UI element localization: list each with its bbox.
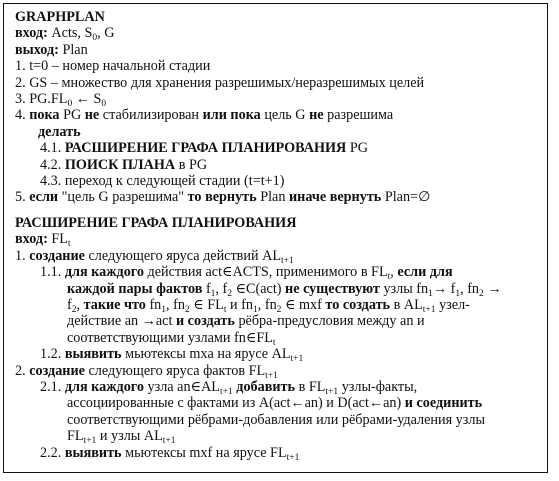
expansion-step-2-1-line-4: $FL_{t+1}$ и узлы $AL_{t+1}$: [67, 428, 176, 447]
expansion-step-2-1-line-1: 2.1. для каждого узла $an\in AL_{t+1}$ добавить в $FL_{t+1}$ узлы-факты,: [40, 378, 418, 397]
expansion-step-1-1-line-2: каждой пары фактов $f_1$, $f_2$ ∈C(act) не существуют узлы $fn_1\to f_1$, $fn_2$ →: [67, 280, 502, 299]
expansion-step-2-2: 2.2. выявить мьютексы mxf на ярусе $FL_{t+1}$: [40, 444, 300, 463]
expansion-step-1-1-line-3: $f_2$, такие что $fn_1$, $fn_2$ ∈ $FL_t$ и $fn_1$, $fn_2$ ∈ mxf то создать в $AL_{t+1}$ узел-: [67, 296, 470, 315]
step-4-3: 4.3. переход к следующей стадии (t=t+1): [40, 173, 285, 190]
expansion-step-2: 2. создание следующего яруса фактов $FL_{t+1}$: [15, 362, 278, 381]
step-4-2: 4.2. ПОИСК ПЛАНА в PG: [40, 156, 208, 173]
expansion-step-1: 1. создание следующего яруса действий $AL_{t+1}$: [15, 247, 294, 266]
section-gap: [15, 206, 539, 215]
expansion-step-1-1-line-5: соответствующими узлами $fn\in FL_t$: [67, 329, 276, 348]
expansion-input: вход: $FL_t$: [15, 231, 71, 250]
step-2: 2. GS – множество для хранения разрешимых/неразрешимых целей: [15, 74, 425, 91]
step-4-do: делать: [38, 123, 81, 140]
step-4-1: 4.1. РАСШИРЕНИЕ ГРАФА ПЛАНИРОВАНИЯ PG: [40, 140, 368, 157]
expansion-step-1-1-line-4: действие an →act и создать рёбра-предусловия между an и: [67, 313, 425, 330]
step-5: 5. если "цель G разрешима" то вернуть Plan иначе вернуть Plan=∅: [15, 189, 431, 206]
graphplan-title: GRAPHPLAN: [15, 9, 105, 25]
expansion-step-1-2: 1.2. выявить мьютексы mxa на ярусе $AL_{t+1}$: [40, 346, 304, 365]
step-1: 1. t=0 – номер начальной стадии: [15, 58, 211, 75]
expansion-title: РАСШИРЕНИЕ ГРАФА ПЛАНИРОВАНИЯ: [15, 214, 297, 231]
graphplan-input: вход: Acts, $S_0$, G: [15, 25, 115, 44]
expansion-step-2-1-line-2: ассоциированные с фактами из A(act←an) и D(act←an) и соединить: [67, 395, 483, 412]
step-4: 4. пока PG не стабилизирован или пока цель G не разрешима: [15, 107, 394, 124]
step-3: 3. $PG.FL_0$ ← $S_0$: [15, 91, 107, 110]
expansion-step-2-1-line-3: соответствующими рёбрами-добавления или рёбрами-удаления узлы: [67, 411, 485, 428]
expansion-step-1-1-line-1: 1.1. для каждого действия act∈ACTS, применимого в $FL_t$, если для: [40, 264, 453, 283]
graphplan-output: выход: Plan: [15, 41, 88, 58]
algorithm-box: [3, 3, 548, 473]
